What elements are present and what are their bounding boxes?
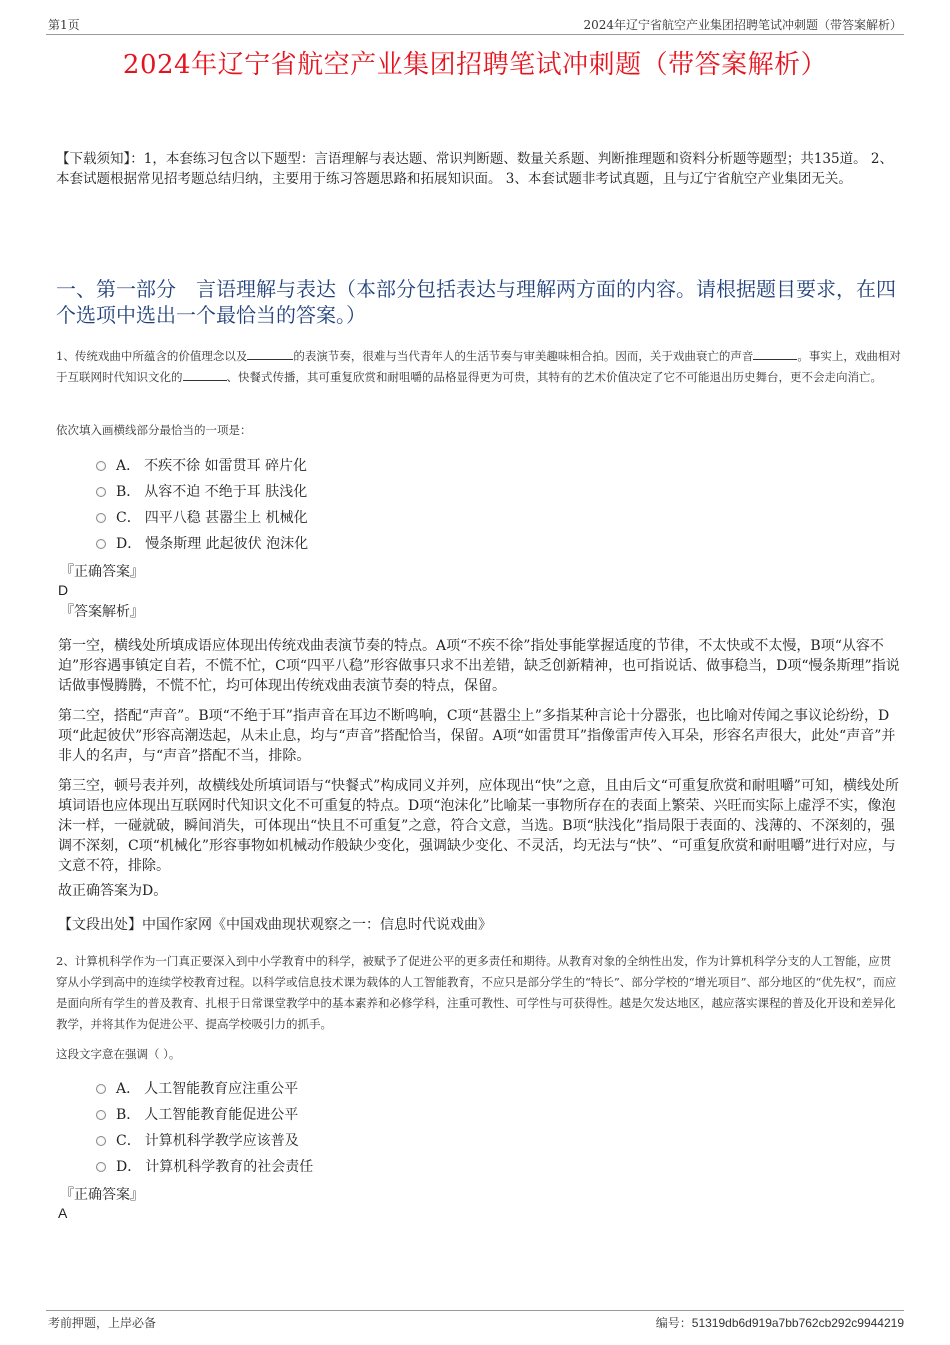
option-d[interactable]: D． 计算机科学教育的社会责任 — [96, 1154, 313, 1180]
analysis-paragraph-2: 第二空，搭配“声音”。B项“不绝于耳”指声音在耳边不断鸣响，C项“甚嚣尘上”多指某种言论十分嚣张，也比喻对传闻之事议论纷纷，D项“此起彼伏”形容高潮迭起，从未止息，均与“声音”搭配恰当，保留。A项“如雷贯耳”指像雷声传入耳朵，形容名声很大，此处“声音”并非人的名声，与“声音”搭配不当，排除。 — [58, 708, 896, 764]
option-a[interactable]: A． 人工智能教育应注重公平 — [96, 1076, 313, 1102]
analysis-paragraph-1: 第一空，横线处所填成语应体现出传统戏曲表演节奏的特点。A项“不疾不徐”指处事能掌握适度的节律，不太快或不太慢，B项“从容不迫”形容遇事镇定自若，不慌不忙，C项“四平八稳”形容做事只求不出差错，缺乏创新精神，也可指说话、做事稳当，D项“慢条斯理”指说话做事慢腾腾，不慌不忙，均可体现出传统戏曲表演节奏的特点，保留。 — [58, 638, 900, 694]
option-b[interactable]: B． 从容不迫 不绝于耳 肤浅化 — [96, 479, 308, 505]
option-c[interactable]: C． 四平八稳 甚嚣尘上 机械化 — [96, 505, 308, 531]
page-number: 第1页 — [48, 18, 80, 32]
question-1-stem: 1、传统戏曲中所蕴含的价值理念以及 的表演节奏，很难与当代青年人的生活节奏与审美趣味相合拍。因而，关于戏曲衰亡的声音 。事实上，戏曲相对于互联网时代知识文化的 、快餐式传播，其可重复欣赏和耐咀嚼的品格显得更为可贵，其特有的艺术价值决定了它不可能退出历史舞台，更不会走向消亡。 — [56, 349, 901, 384]
option-a[interactable]: A． 不疾不徐 如雷贯耳 碎片化 — [96, 453, 308, 479]
radio-icon[interactable] — [96, 1136, 106, 1146]
page-header — [46, 14, 904, 35]
download-notice: 【下载须知】：1，本套练习包含以下题型：言语理解与表达题、常识判断题、数量关系题、判断推理题和资料分析题等题型；共135道。 2、本套试题根据常见招考题总结归纳，主要用于练习答题思路和拓展知识面。 3、本套试题非考试真题，且与辽宁省航空产业集团无关。 — [56, 151, 893, 187]
radio-icon[interactable] — [96, 461, 106, 471]
answer-value: D — [58, 582, 69, 598]
option-b[interactable]: B． 人工智能教育能促进公平 — [96, 1102, 313, 1128]
source-note: 【文段出处】中国作家网《中国戏曲现状观察之一：信息时代说戏曲》 — [58, 917, 492, 933]
radio-icon[interactable] — [96, 487, 106, 497]
answer-label: 『正确答案』 — [60, 1187, 144, 1203]
radio-icon[interactable] — [96, 513, 106, 523]
fill-blank — [753, 347, 797, 360]
footer-code: 编号：51319db6d919a7bb762cb292c9944219 — [655, 1316, 904, 1330]
radio-icon[interactable] — [96, 1084, 106, 1094]
question-2-stem: 2、计算机科学作为一门真正要深入到中小学教育中的科学，被赋予了促进公平的更多责任和期待。从教育对象的全纳性出发，作为计算机科学分支的人工智能，应贯穿从小学到高中的连续学校教育过程。以科学或信息技术课为载体的人工智能教育，不应只是部分学生的“特长”、部分学校的“增光项目”、部分地区的“优先权”，而应是面向所有学生的普及教育、扎根于日常课堂教学中的基本素养和必修学科，注重可教性、可学性与可获得性。越是欠发达地区，越应落实课程的普及化开设和差异化教学，并将其作为促进公平、提高学校吸引力的抓手。 — [56, 954, 897, 1031]
question-2-options — [96, 1076, 313, 1180]
section-heading: 一、第一部分 言语理解与表达（本部分包括表达与理解两方面的内容。请根据题目要求，在四个选项中选出一个最恰当的答案。） — [56, 277, 896, 327]
option-c[interactable]: C． 计算机科学教学应该普及 — [96, 1128, 313, 1154]
analysis-label: 『答案解析』 — [60, 604, 144, 620]
radio-icon[interactable] — [96, 1162, 106, 1172]
answer-label: 『正确答案』 — [60, 564, 144, 580]
footer-slogan: 考前押题，上岸必备 — [48, 1316, 157, 1330]
answer-value: A — [58, 1205, 68, 1221]
question-1-options — [96, 453, 308, 557]
fill-blank — [183, 368, 227, 381]
fill-blank — [247, 347, 293, 360]
radio-icon[interactable] — [96, 539, 106, 549]
document-title: 2024年辽宁省航空产业集团招聘笔试冲刺题（带答案解析） — [122, 50, 828, 80]
analysis-conclusion: 故正确答案为D。 — [58, 883, 168, 899]
header-doc-title: 2024年辽宁省航空产业集团招聘笔试冲刺题（带答案解析） — [583, 18, 902, 32]
radio-icon[interactable] — [96, 1110, 106, 1120]
option-d[interactable]: D． 慢条斯理 此起彼伏 泡沫化 — [96, 531, 308, 557]
question-2-prompt: 这段文字意在强调（ ）。 — [56, 1047, 181, 1061]
question-1-prompt: 依次填入画横线部分最恰当的一项是： — [56, 423, 252, 437]
footer-divider — [46, 1310, 904, 1311]
analysis-paragraph-3: 第三空，顿号表并列，故横线处所填词语与“快餐式”构成同义并列，应体现出“快”之意，且由后文“可重复欣赏和耐咀嚼”可知，横线处所填词语也应体现出互联网时代知识文化不可重复的特点。D项“泡沫化”比喻某一事物所存在的表面上繁荣、兴旺而实际上虚浮不实，像泡沫一样，一碰就破，瞬间消失，可体现出“快且不可重复”之意，符合文意，当选。B项“肤浅化”指局限于表面的、浅薄的、不深刻的，强调不深刻，C项“机械化”形容事物如机械动作般缺少变化，强调缺少变化、不灵活，均无法与“快”、“可重复欣赏和耐咀嚼”进行对应，与文意不符，排除。 — [58, 778, 899, 874]
